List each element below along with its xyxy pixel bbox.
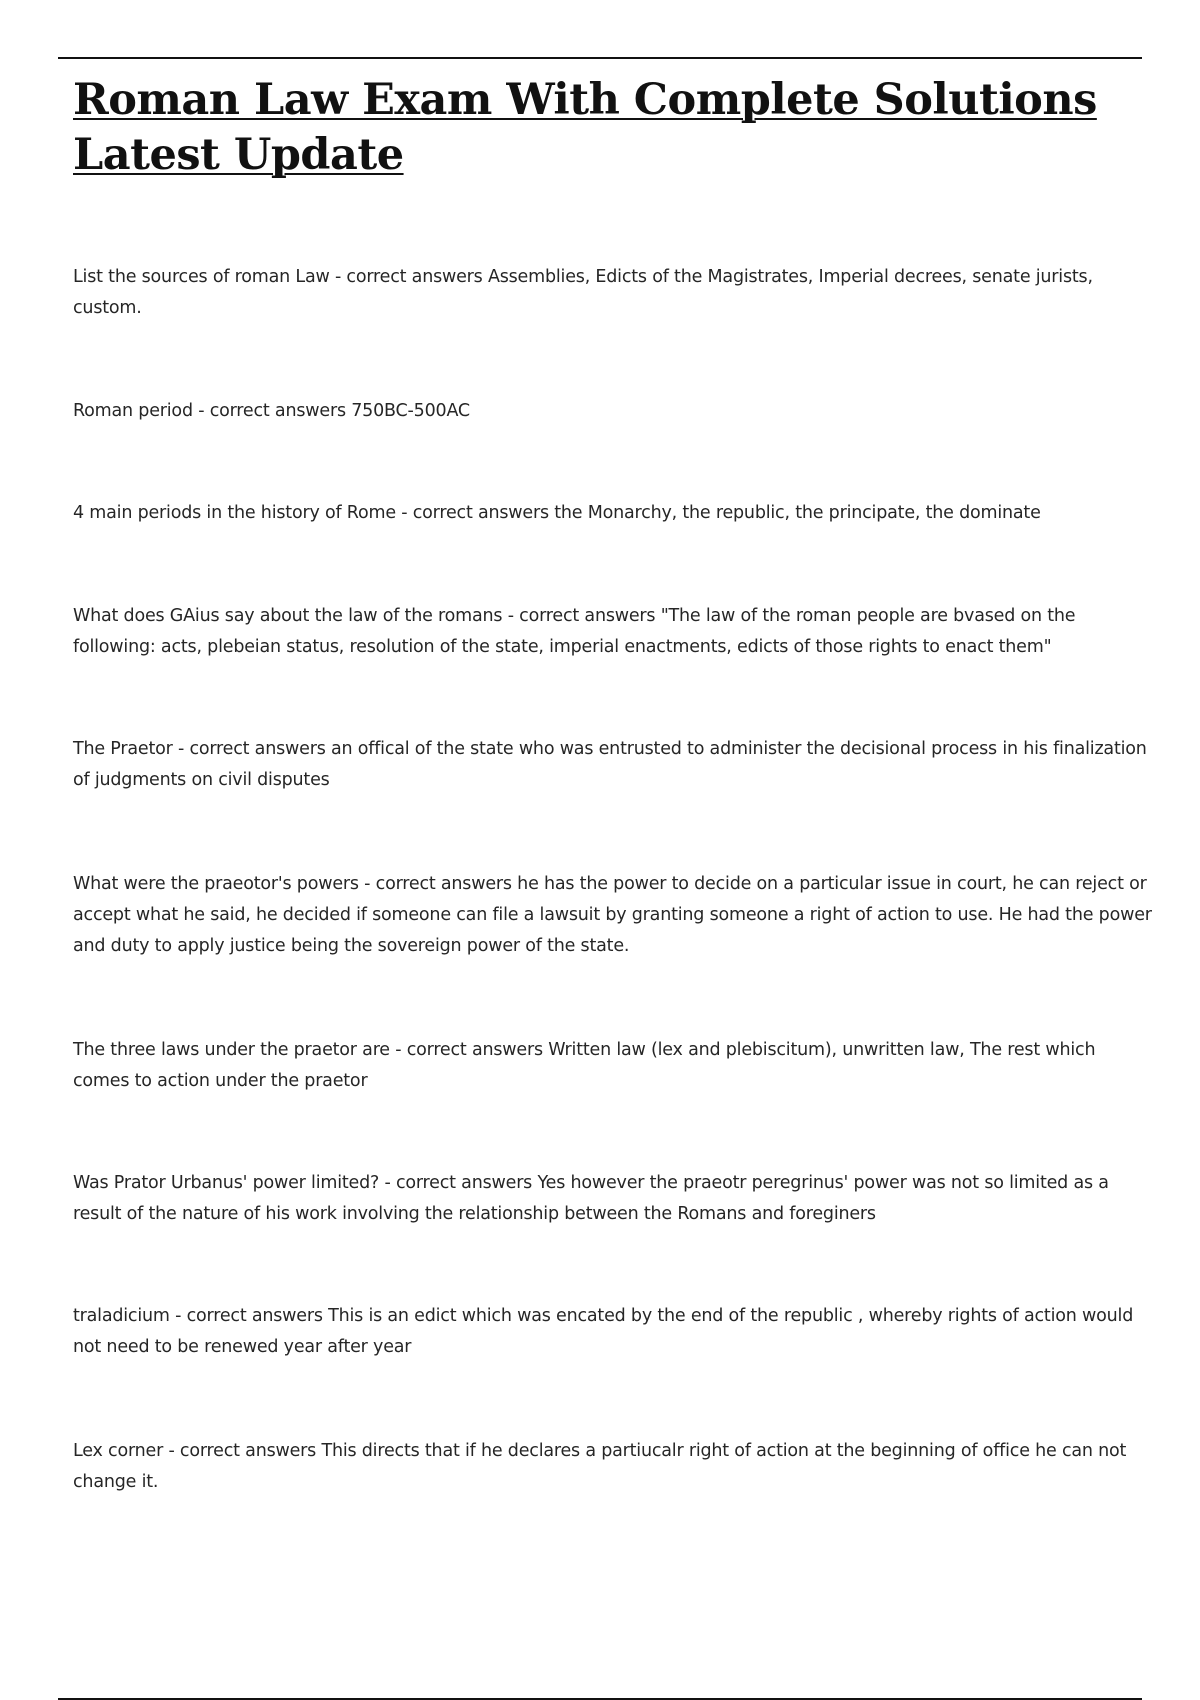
qa-item-urbanus: Was Prator Urbanus' power limited? - correct answers Yes however the praeotr peregrinus' power was not so limited as a result of the nature of his work involving the relationship between the Romans and foreginers [73,1173,1109,1224]
qa-item-sources: List the sources of roman Law - correct answers Assemblies, Edicts of the Magistrates, Imperial decrees, senate jurists, custom. [73,267,1093,318]
document-title: Roman Law Exam With Complete Solutions Latest Update [73,75,1097,180]
qa-item-three-laws: The three laws under the praetor are - correct answers Written law (lex and plebiscitum), unwritten law, The rest which comes to action under the praetor [73,1040,1096,1091]
qa-item-praetor-powers: What were the praeotor's powers - correct answers he has the power to decide on a particular issue in court, he can reject or accept what he said, he decided if someone can file a lawsuit by granting someone a right of action to use. He had the power and duty to apply justice being the sovereign power of the state. [73,874,1152,956]
qa-item-gaius: What does GAius say about the law of the romans - correct answers "The law of the roman people are bvased on the following: acts, plebeian status, resolution of the state, imperial enactments, edicts of those rights to enact them" [73,606,1076,657]
qa-item-lex-corner: Lex corner - correct answers This directs that if he declares a partiucalr right of action at the beginning of office he can not change it. [73,1441,1127,1492]
qa-item-praetor: The Praetor - correct answers an offical of the state who was entrusted to administer the decisional process in his finalization of judgments on civil disputes [73,739,1147,790]
top-divider [58,57,1142,59]
qa-item-main-periods: 4 main periods in the history of Rome - correct answers the Monarchy, the republic, the principate, the dominate [73,503,1041,523]
qa-item-roman-period: Roman period - correct answers 750BC-500AC [73,401,470,421]
qa-item-traladicium: traladicium - correct answers This is an edict which was encated by the end of the republic , whereby rights of action would not need to be renewed year after year [73,1306,1134,1357]
